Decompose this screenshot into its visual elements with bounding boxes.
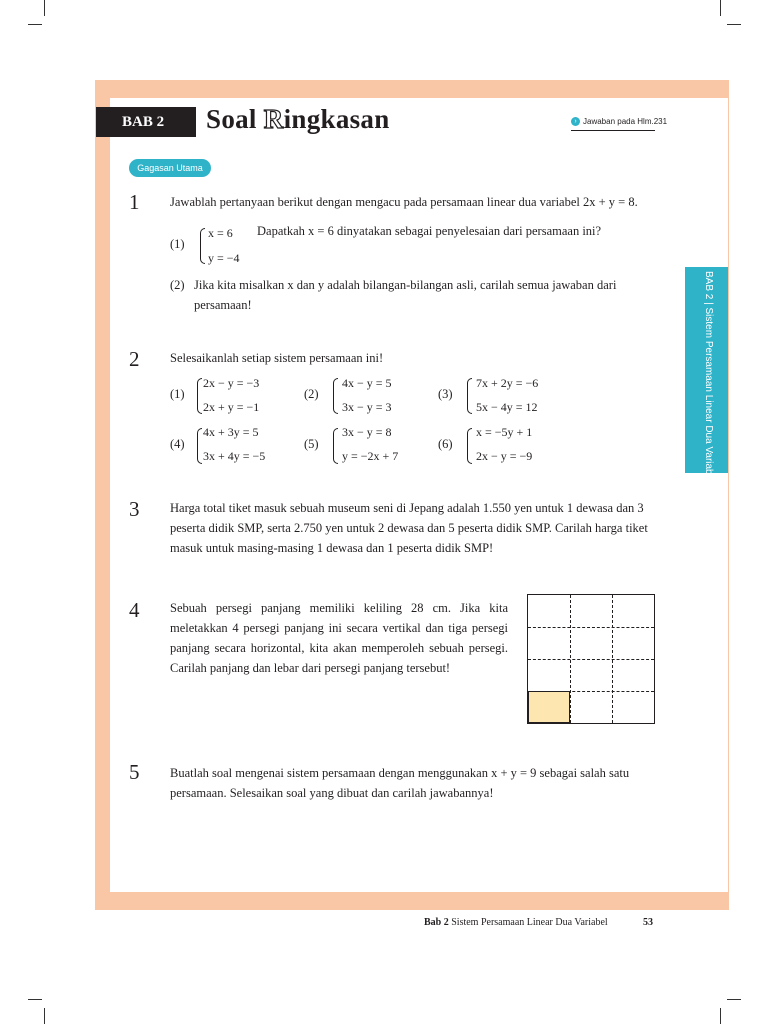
equation-brace xyxy=(467,378,472,414)
equation: 2x − y = −3 xyxy=(203,376,260,390)
sub-question-text: Dapatkah x = 6 dinyatakan sebagai penyelesaian dari persamaan ini? xyxy=(257,224,602,238)
section-badge: Gagasan Utama xyxy=(129,159,211,177)
equation: x = 6 xyxy=(208,226,233,240)
sub-question-text: Jika kita misalkan x dan y adalah bilangan-bilangan asli, carilah semua jawaban dari persamaan! xyxy=(194,278,617,312)
crop-mark xyxy=(727,24,741,25)
footer-chapter: Bab 2 Sistem Persamaan Linear Dua Variabel xyxy=(424,917,608,928)
problem-number: 4 xyxy=(129,598,140,622)
equation: 3x − y = 8 xyxy=(342,425,392,439)
problem-number: 3 xyxy=(129,497,140,521)
equation: y = −4 xyxy=(208,251,240,265)
equation: 2x − y = −9 xyxy=(476,449,533,463)
crop-mark xyxy=(44,1008,45,1024)
equation: 2x + y = −1 xyxy=(203,400,260,414)
highlighted-rectangle xyxy=(528,691,570,723)
grid-line xyxy=(528,659,654,660)
problem-number: 1 xyxy=(129,190,140,214)
problem-text: Sebuah persegi panjang memiliki keliling 28 cm. Jika kita meletakkan 4 persegi panjang ini secara vertikal dan tiga persegi panjang secara horizontal, kita akan memperoleh sebuah persegi. Carilah panjang dan lebar dari persegi panjang tersebut! xyxy=(170,601,508,675)
equation-brace xyxy=(197,378,202,414)
chapter-tag: BAB 2 xyxy=(96,107,196,137)
sub-label: (3) xyxy=(438,387,453,401)
problem-text: Harga total tiket masuk sebuah museum seni di Jepang adalah 1.550 yen untuk 1 dewasa dan 3 peserta didik SMP, serta 2.750 yen untuk 2 dewasa dan 5 peserta didik SMP. Carilah harga tiket masuk untuk masing-masing 1 dewasa dan 1 peserta didik SMP! xyxy=(170,501,648,555)
equation: 4x + 3y = 5 xyxy=(203,425,259,439)
grid-line xyxy=(528,627,654,628)
equation: 4x − y = 5 xyxy=(342,376,392,390)
problem-text: Selesaikanlah setiap sistem persamaan ini! xyxy=(170,351,384,365)
sub-label: (2) xyxy=(170,278,185,292)
problem-text: Buatlah soal mengenai sistem persamaan dengan menggunakan x + y = 9 sebagai salah satu persamaan. Selesaikan soal yang dibuat dan carilah jawabannya! xyxy=(170,766,630,800)
page-number: 53 xyxy=(643,917,653,928)
equation: y = −2x + 7 xyxy=(342,449,399,463)
equation-brace xyxy=(197,428,202,464)
equation-brace xyxy=(333,428,338,464)
crop-mark xyxy=(727,999,741,1000)
sub-label: (1) xyxy=(170,237,185,251)
rectangle-grid-diagram xyxy=(527,594,655,724)
equation-brace xyxy=(467,428,472,464)
sub-label: (6) xyxy=(438,437,453,451)
divider xyxy=(571,130,655,131)
sub-label: (1) xyxy=(170,387,185,401)
equation: x = −5y + 1 xyxy=(476,425,533,439)
page-title: Soal Ringkasan xyxy=(206,104,390,134)
sub-label: (5) xyxy=(304,437,319,451)
crop-mark xyxy=(720,0,721,16)
equation: 7x + 2y = −6 xyxy=(476,376,539,390)
problem-number: 5 xyxy=(129,760,140,784)
equation-brace xyxy=(200,228,205,264)
sub-label: (4) xyxy=(170,437,185,451)
title-outline-letter: R xyxy=(263,104,284,134)
equation: 3x + 4y = −5 xyxy=(203,449,266,463)
chapter-side-tab: BAB 2 | Sistem Persamaan Linear Dua Variabel xyxy=(685,267,728,473)
arrow-circle-icon: › xyxy=(571,117,580,126)
problem-number: 2 xyxy=(129,347,140,371)
equation: 3x − y = 3 xyxy=(342,400,392,414)
crop-mark xyxy=(28,24,42,25)
problem-text: Jawablah pertanyaan berikut dengan mengacu pada persamaan linear dua variabel 2x + y = 8. xyxy=(170,195,638,209)
equation-brace xyxy=(333,378,338,414)
sub-label: (2) xyxy=(304,387,319,401)
crop-mark xyxy=(28,999,42,1000)
crop-mark xyxy=(44,0,45,16)
equation: 5x − 4y = 12 xyxy=(476,400,538,414)
answer-reference: › Jawaban pada Hlm.231 xyxy=(571,117,667,126)
crop-mark xyxy=(720,1008,721,1024)
